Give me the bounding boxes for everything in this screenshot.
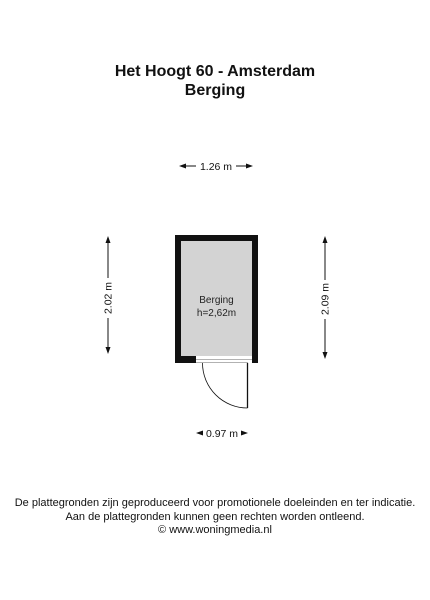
- dimension-bottom-label: 0.97 m: [205, 428, 239, 440]
- dimension-left: [103, 236, 115, 354]
- property-title: Het Hoogt 60 - Amsterdam: [114, 63, 316, 80]
- floor-subtitle: Berging: [184, 82, 246, 99]
- room-height-label: h=2,62m: [196, 308, 237, 319]
- door-swing-arc: [203, 363, 248, 408]
- disclaimer-line-2: Aan de plattegronden kunnen geen rechten worden ontleend.: [65, 510, 365, 523]
- disclaimer-line-1: De plattegronden zijn geproduceerd voor promotionele doeleinden en ter indicatie.: [14, 497, 416, 509]
- dimension-bottom: [196, 428, 248, 440]
- dimension-right: [320, 236, 332, 359]
- copyright-link[interactable]: © www.woningmedia.nl: [158, 524, 272, 536]
- disclaimer: [0, 497, 430, 538]
- dimension-left-label: 2.02 m: [102, 281, 115, 315]
- dimension-top: [179, 161, 253, 173]
- room-name-label: Berging: [199, 295, 234, 306]
- dimension-right-label: 2.09 m: [319, 282, 332, 316]
- room-berging: [175, 235, 258, 408]
- dimension-top-label: 1.26 m: [199, 161, 233, 173]
